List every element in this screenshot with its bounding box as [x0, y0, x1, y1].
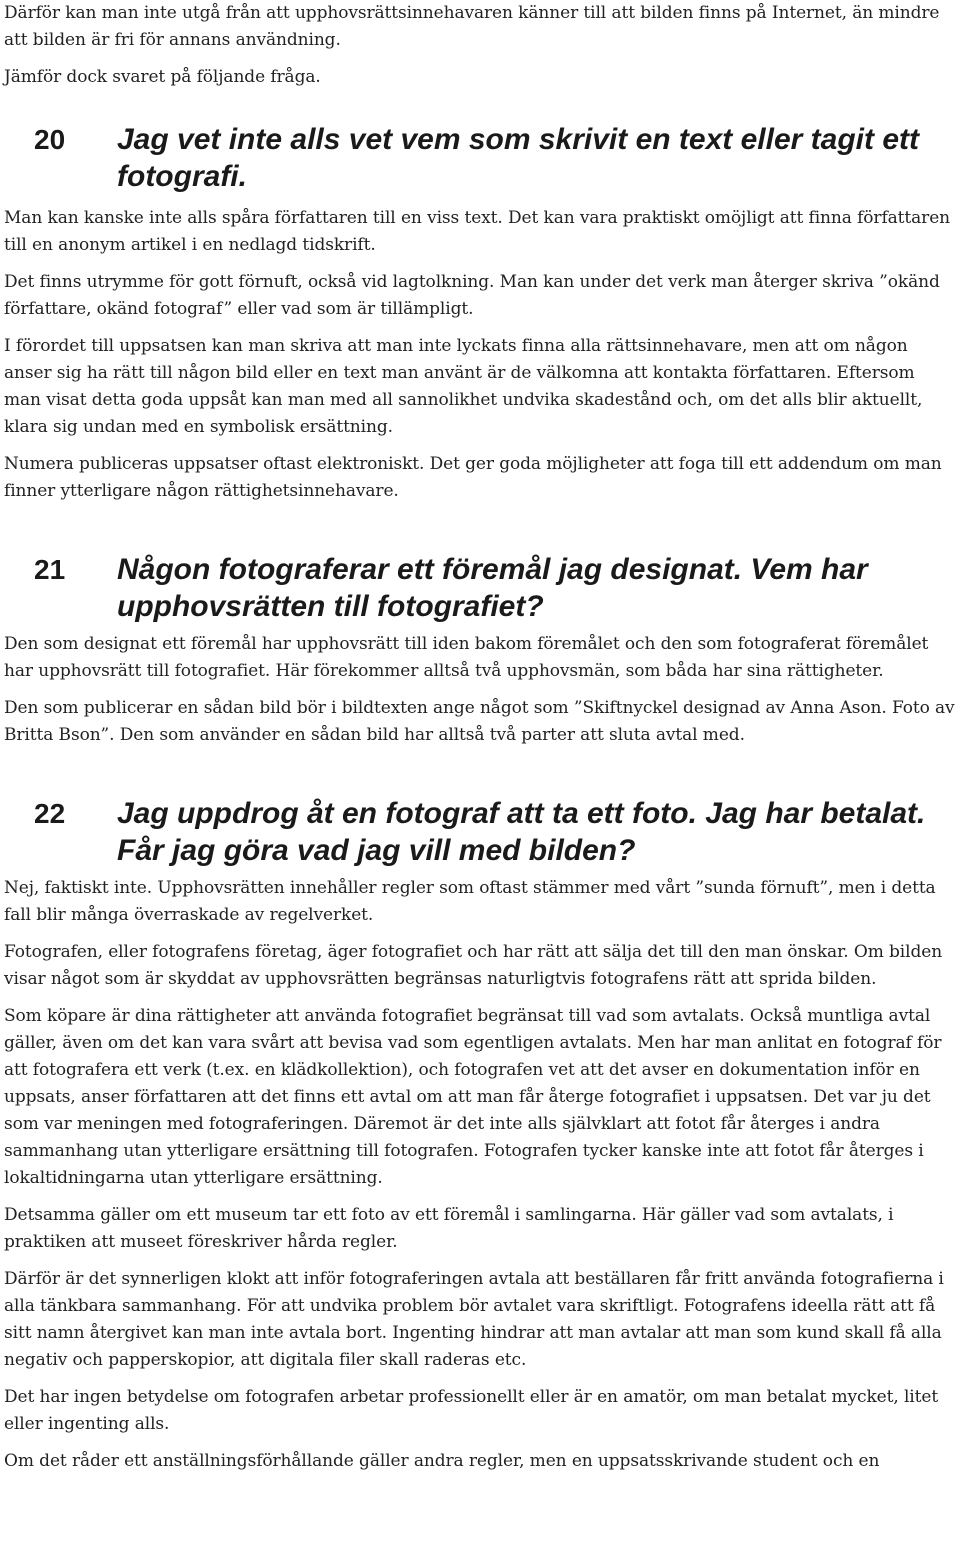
- section-title: Jag uppdrog åt en fotograf att ta ett foto. Jag har betalat. Får jag göra vad jag vill med bilden?: [117, 797, 926, 867]
- paragraph: Nej, faktiskt inte. Upphovsrätten innehåller regler som oftast stämmer med vårt ”sunda förnuft”, men i detta fall blir många överraskade av regelverket.: [4, 878, 936, 925]
- paragraph: Därför är det synnerligen klokt att inför fotograferingen avtala att beställaren får fritt använda fotografierna i alla tänkbara sammanhang. För att undvika problem bör avtalet vara skriftligt. Fotografens ideella rätt att få sitt namn återgivet kan man inte avtala bort. Ingenting hindrar att man avtalar att man som kund skall få alla negativ och papperskopior, att digitala filer skall raderas etc.: [4, 1269, 944, 1370]
- section-number: 22: [34, 798, 66, 829]
- section-22-heading: [4, 795, 956, 869]
- section-title: Jag vet inte alls vet vem som skrivit en text eller tagit ett fotografi.: [117, 123, 919, 193]
- paragraph: Det finns utrymme för gott förnuft, också vid lagtolkning. Man kan under det verk man återger skriva ”okänd författare, okänd fotograf” eller vad som är tillämpligt.: [4, 272, 940, 319]
- section-21-heading: [4, 551, 956, 625]
- section-number: 20: [34, 124, 66, 155]
- section-number: 21: [34, 554, 66, 585]
- section-title: Någon fotograferar ett föremål jag designat. Vem har upphovsrätten till fotografiet?: [117, 553, 868, 623]
- paragraph: Om det råder ett anställningsförhållande gäller andra regler, men en uppsatsskrivande student och en: [4, 1451, 880, 1471]
- paragraph: Man kan kanske inte alls spåra författaren till en viss text. Det kan vara praktiskt omöjligt att finna författaren till en anonym artikel i en nedlagd tidskrift.: [4, 208, 951, 255]
- paragraph: Det har ingen betydelse om fotografen arbetar professionellt eller är en amatör, om man betalat mycket, litet eller ingenting alls.: [4, 1387, 939, 1434]
- paragraph: I förordet till uppsatsen kan man skriva att man inte lyckats finna alla rättsinnehavare, men att om någon anser sig ha rätt till någon bild eller en text man använt är de välkomna att kontakta författaren. Eftersom man visat detta goda uppsåt kan man med all sannolikhet undvika skadestånd och, om det alls blir aktuellt, klara sig undan med en symbolisk ersättning.: [4, 336, 923, 437]
- section-20-heading: [4, 121, 956, 195]
- paragraph: Numera publiceras uppsatser oftast elektroniskt. Det ger goda möjligheter att foga till ett addendum om man finner ytterligare någon rättighetsinnehavare.: [4, 454, 942, 501]
- intro-paragraph-1: Därför kan man inte utgå från att upphovsrättsinnehavaren känner till att bilden finns på Internet, än mindre att bilden är fri för annans användning.: [4, 3, 940, 50]
- document-page: [4, 0, 956, 1475]
- paragraph: Som köpare är dina rättigheter att använda fotografiet begränsat till vad som avtalats. Också muntliga avtal gäller, även om det kan vara svårt att bevisa vad som egentligen avtalats. Men har man anlitat en fotograf för att fotografera ett verk (t.ex. en klädkollektion), och fotografen vet att det avser en dokumentation inför en uppsats, anser författaren att det finns ett avtal om att man får återge fotografiet i uppsatsen. Det var ju det som var meningen med fotograferingen. Däremot är det inte alls självklart att fotot får återges i andra sammanhang utan ytterligare ersättning till fotografen. Fotografen tycker kanske inte att fotot får återges i lokaltidningarna utan ytterligare ersättning.: [4, 1006, 942, 1188]
- paragraph: Detsamma gäller om ett museum tar ett foto av ett föremål i samlingarna. Här gäller vad som avtalats, i praktiken att museet föreskriver hårda regler.: [4, 1205, 894, 1252]
- paragraph: Den som publicerar en sådan bild bör i bildtexten ange något som ”Skiftnyckel designad av Anna Ason. Foto av Britta Bson”. Den som använder en sådan bild har alltså två parter att sluta avtal med.: [4, 698, 955, 745]
- paragraph: Den som designat ett föremål har upphovsrätt till iden bakom föremålet och den som fotograferat föremålet har upphovsrätt till fotografiet. Här förekommer alltså två upphovsmän, som båda har sina rättigheter.: [4, 634, 929, 681]
- paragraph: Fotografen, eller fotografens företag, äger fotografiet och har rätt att sälja det till den man önskar. Om bilden visar något som är skyddat av upphovsrätten begränsas naturligtvis fotografens rätt att sprida bilden.: [4, 942, 943, 989]
- intro-paragraph-2: Jämför dock svaret på följande fråga.: [4, 67, 321, 87]
